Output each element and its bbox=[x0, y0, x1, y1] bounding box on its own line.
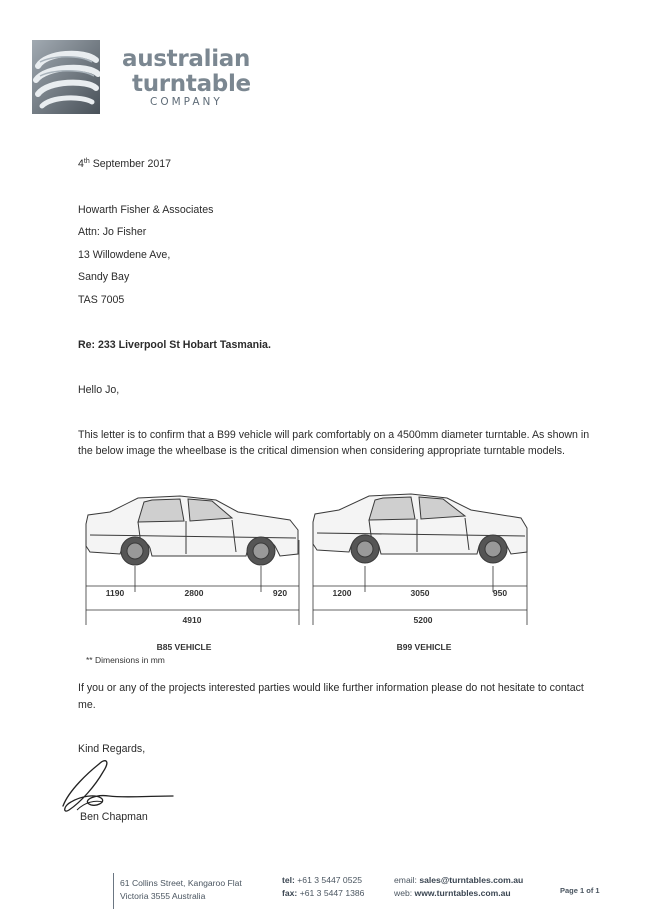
recipient-attn: Attn: Jo Fisher bbox=[78, 226, 147, 238]
b85-front-overhang: 1190 bbox=[105, 588, 125, 598]
logo-word-australian: australian bbox=[122, 46, 251, 72]
page-number: Page 1 of 1 bbox=[560, 886, 600, 895]
b99-total-length: 5200 bbox=[413, 615, 433, 625]
vehicle-dimension-figure bbox=[80, 480, 540, 670]
logo-word-turntable: turntable bbox=[132, 71, 251, 97]
b85-car-illustration bbox=[86, 496, 298, 565]
body-paragraph-2: If you or any of the projects interested parties would like further information please do not hesitate to contact me. bbox=[78, 682, 584, 711]
subject-line: Re: 233 Liverpool St Hobart Tasmania. bbox=[78, 339, 271, 351]
turntable-logo-icon bbox=[32, 40, 100, 114]
letter-date: 4th September 2017 bbox=[78, 158, 172, 170]
body-paragraph-1: This letter is to confirm that a B99 vehicle will park comfortably on a 4500mm diameter turntable. As shown in the below image the wheelbase is the critical dimension when considering appropriate turntable models. bbox=[78, 429, 590, 457]
greeting: Hello Jo, bbox=[78, 384, 120, 396]
recipient-company: Howarth Fisher & Associates bbox=[78, 204, 214, 216]
b99-rear-overhang: 950 bbox=[492, 588, 508, 598]
signer-name: Ben Chapman bbox=[80, 811, 148, 823]
footer-divider bbox=[113, 873, 114, 909]
dimensions-note: ** Dimensions in mm bbox=[86, 655, 165, 665]
footer-phone: tel: +61 3 5447 0525 fax: +61 3 5447 1386 bbox=[282, 875, 365, 898]
b85-rear-overhang: 920 bbox=[272, 588, 288, 598]
website-link[interactable]: www.turntables.com.au bbox=[414, 888, 511, 898]
b99-vehicle-label: B99 VEHICLE bbox=[396, 642, 452, 652]
footer-address: 61 Collins Street, Kangaroo Flat Victoria 3555 Australia bbox=[120, 878, 242, 901]
b85-vehicle-label: B85 VEHICLE bbox=[156, 642, 212, 652]
b99-wheelbase: 3050 bbox=[410, 588, 430, 598]
recipient-state: TAS 7005 bbox=[78, 294, 125, 306]
recipient-suburb: Sandy Bay bbox=[78, 271, 130, 283]
b99-front-overhang: 1200 bbox=[332, 588, 352, 598]
email-link[interactable]: sales@turntables.com.au bbox=[419, 875, 524, 885]
logo-word-company: COMPANY bbox=[150, 96, 223, 108]
closing: Kind Regards, bbox=[78, 743, 146, 755]
recipient-street: 13 Willowdene Ave, bbox=[78, 249, 171, 261]
b99-car-illustration bbox=[313, 494, 527, 563]
b85-total-length: 4910 bbox=[182, 615, 202, 625]
b85-wheelbase: 2800 bbox=[184, 588, 204, 598]
footer-contact: email: sales@turntables.com.au web: www.turntables.com.au bbox=[394, 875, 524, 898]
